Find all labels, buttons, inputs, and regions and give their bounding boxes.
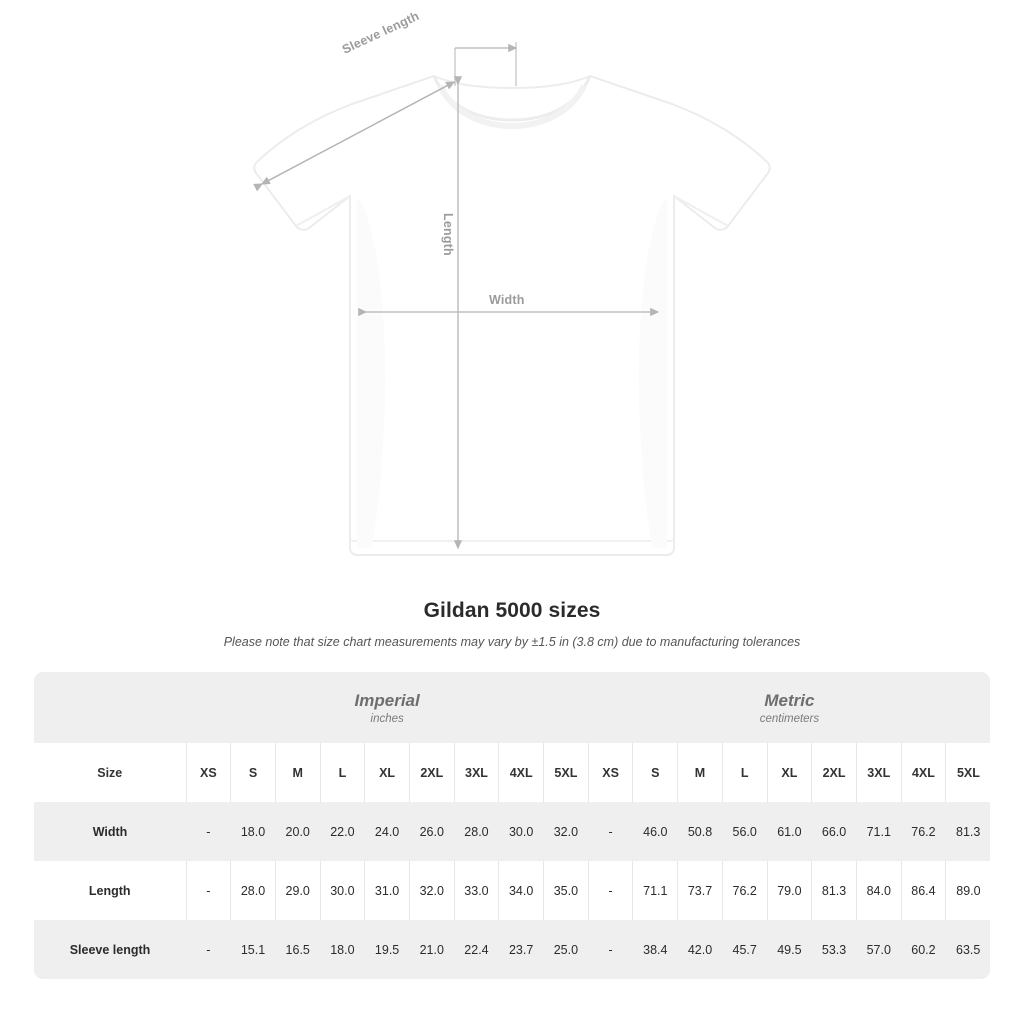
cell-width-metric-xl: 61.0 [767, 802, 812, 861]
cell-width-imperial-s: 18.0 [231, 802, 276, 861]
cell-length-imperial-3xl: 33.0 [454, 861, 499, 920]
cell-length-metric-4xl: 86.4 [901, 861, 946, 920]
cell-sleeve-imperial-s: 15.1 [231, 920, 276, 979]
cell-length-metric-xl: 79.0 [767, 861, 812, 920]
cell-length-imperial-s: 28.0 [231, 861, 276, 920]
row-label-width: Width [34, 802, 186, 861]
unit-header-row [34, 672, 990, 743]
cell-sleeve-metric-s: 38.4 [633, 920, 678, 979]
page-title: Gildan 5000 sizes [423, 599, 601, 622]
cell-width-metric-xs: - [588, 802, 633, 861]
cell-width-imperial-3xl: 28.0 [454, 802, 499, 861]
size-header-metric-l: L [722, 743, 767, 802]
size-header-metric-xl: XL [767, 743, 812, 802]
cell-length-metric-2xl: 81.3 [812, 861, 857, 920]
cell-length-imperial-4xl: 34.0 [499, 861, 544, 920]
cell-width-metric-3xl: 71.1 [856, 802, 901, 861]
size-header-metric-2xl: 2XL [812, 743, 857, 802]
size-header-imperial-s: S [231, 743, 276, 802]
size-header-row [34, 743, 990, 802]
size-header-imperial-xl: XL [365, 743, 410, 802]
cell-length-imperial-xs: - [186, 861, 231, 920]
cell-width-imperial-xl: 24.0 [365, 802, 410, 861]
cell-length-metric-m: 73.7 [678, 861, 723, 920]
cell-length-metric-s: 71.1 [633, 861, 678, 920]
cell-width-metric-2xl: 66.0 [812, 802, 857, 861]
row-label-sleeve-length: Sleeve length [34, 920, 186, 979]
cell-length-metric-3xl: 84.0 [856, 861, 901, 920]
size-header-metric-xs: XS [588, 743, 633, 802]
cell-sleeve-metric-m: 42.0 [678, 920, 723, 979]
size-header-metric-3xl: 3XL [856, 743, 901, 802]
size-label-cell: Size [34, 743, 186, 802]
cell-sleeve-metric-2xl: 53.3 [812, 920, 857, 979]
size-header-imperial-4xl: 4XL [499, 743, 544, 802]
cell-width-imperial-5xl: 32.0 [544, 802, 589, 861]
cell-sleeve-imperial-3xl: 22.4 [454, 920, 499, 979]
imperial-system-label: Imperial [354, 690, 420, 710]
cell-length-metric-xs: - [588, 861, 633, 920]
size-chart-table-wrap [34, 672, 990, 979]
cell-width-imperial-4xl: 30.0 [499, 802, 544, 861]
cell-length-imperial-2xl: 32.0 [409, 861, 454, 920]
tshirt-shape [254, 76, 769, 555]
size-header-imperial-5xl: 5XL [544, 743, 589, 802]
cell-width-metric-l: 56.0 [722, 802, 767, 861]
cell-width-imperial-l: 22.0 [320, 802, 365, 861]
cell-width-metric-5xl: 81.3 [946, 802, 990, 861]
cell-sleeve-metric-l: 45.7 [722, 920, 767, 979]
size-header-metric-m: M [678, 743, 723, 802]
cell-sleeve-metric-4xl: 60.2 [901, 920, 946, 979]
cell-length-imperial-m: 29.0 [275, 861, 320, 920]
size-header-imperial-m: M [275, 743, 320, 802]
metric-system-label: Metric [764, 690, 815, 710]
cell-sleeve-imperial-4xl: 23.7 [499, 920, 544, 979]
size-header-imperial-2xl: 2XL [409, 743, 454, 802]
metric-unit-label: centimeters [759, 713, 820, 726]
metric-header-cell [588, 672, 990, 743]
size-header-imperial-l: L [320, 743, 365, 802]
cell-sleeve-metric-xl: 49.5 [767, 920, 812, 979]
cell-length-metric-l: 76.2 [722, 861, 767, 920]
size-header-metric-s: S [633, 743, 678, 802]
cell-sleeve-imperial-5xl: 25.0 [544, 920, 589, 979]
cell-length-metric-5xl: 89.0 [946, 861, 990, 920]
cell-length-imperial-xl: 31.0 [365, 861, 410, 920]
table-row [34, 861, 990, 920]
cell-sleeve-imperial-2xl: 21.0 [409, 920, 454, 979]
table-row [34, 802, 990, 861]
cell-width-metric-4xl: 76.2 [901, 802, 946, 861]
size-header-metric-4xl: 4XL [901, 743, 946, 802]
cell-sleeve-imperial-m: 16.5 [275, 920, 320, 979]
imperial-unit-label: inches [370, 713, 404, 726]
size-chart-table [34, 672, 990, 979]
title-block [0, 599, 1024, 649]
cell-width-imperial-xs: - [186, 802, 231, 861]
cell-sleeve-metric-xs: - [588, 920, 633, 979]
cell-length-imperial-l: 30.0 [320, 861, 365, 920]
length-label: Length [441, 213, 455, 256]
cell-width-metric-m: 50.8 [678, 802, 723, 861]
cell-width-imperial-2xl: 26.0 [409, 802, 454, 861]
size-header-metric-5xl: 5XL [946, 743, 990, 802]
cell-sleeve-imperial-xl: 19.5 [365, 920, 410, 979]
sleeve-length-label: Sleeve length [340, 8, 422, 57]
size-header-imperial-3xl: 3XL [454, 743, 499, 802]
tolerance-note: Please note that size chart measurements may vary by ±1.5 in (3.8 cm) due to manufacturing tolerances [223, 635, 801, 649]
cell-sleeve-imperial-l: 18.0 [320, 920, 365, 979]
width-label: Width [484, 293, 530, 307]
size-header-imperial-xs: XS [186, 743, 231, 802]
cell-length-imperial-5xl: 35.0 [544, 861, 589, 920]
cell-width-imperial-m: 20.0 [275, 802, 320, 861]
cell-sleeve-metric-5xl: 63.5 [946, 920, 990, 979]
row-label-length: Length [34, 861, 186, 920]
unit-corner-cell [34, 672, 186, 743]
table-row [34, 920, 990, 979]
cell-width-metric-s: 46.0 [633, 802, 678, 861]
cell-sleeve-imperial-xs: - [186, 920, 231, 979]
imperial-header-cell [186, 672, 588, 743]
cell-sleeve-metric-3xl: 57.0 [856, 920, 901, 979]
